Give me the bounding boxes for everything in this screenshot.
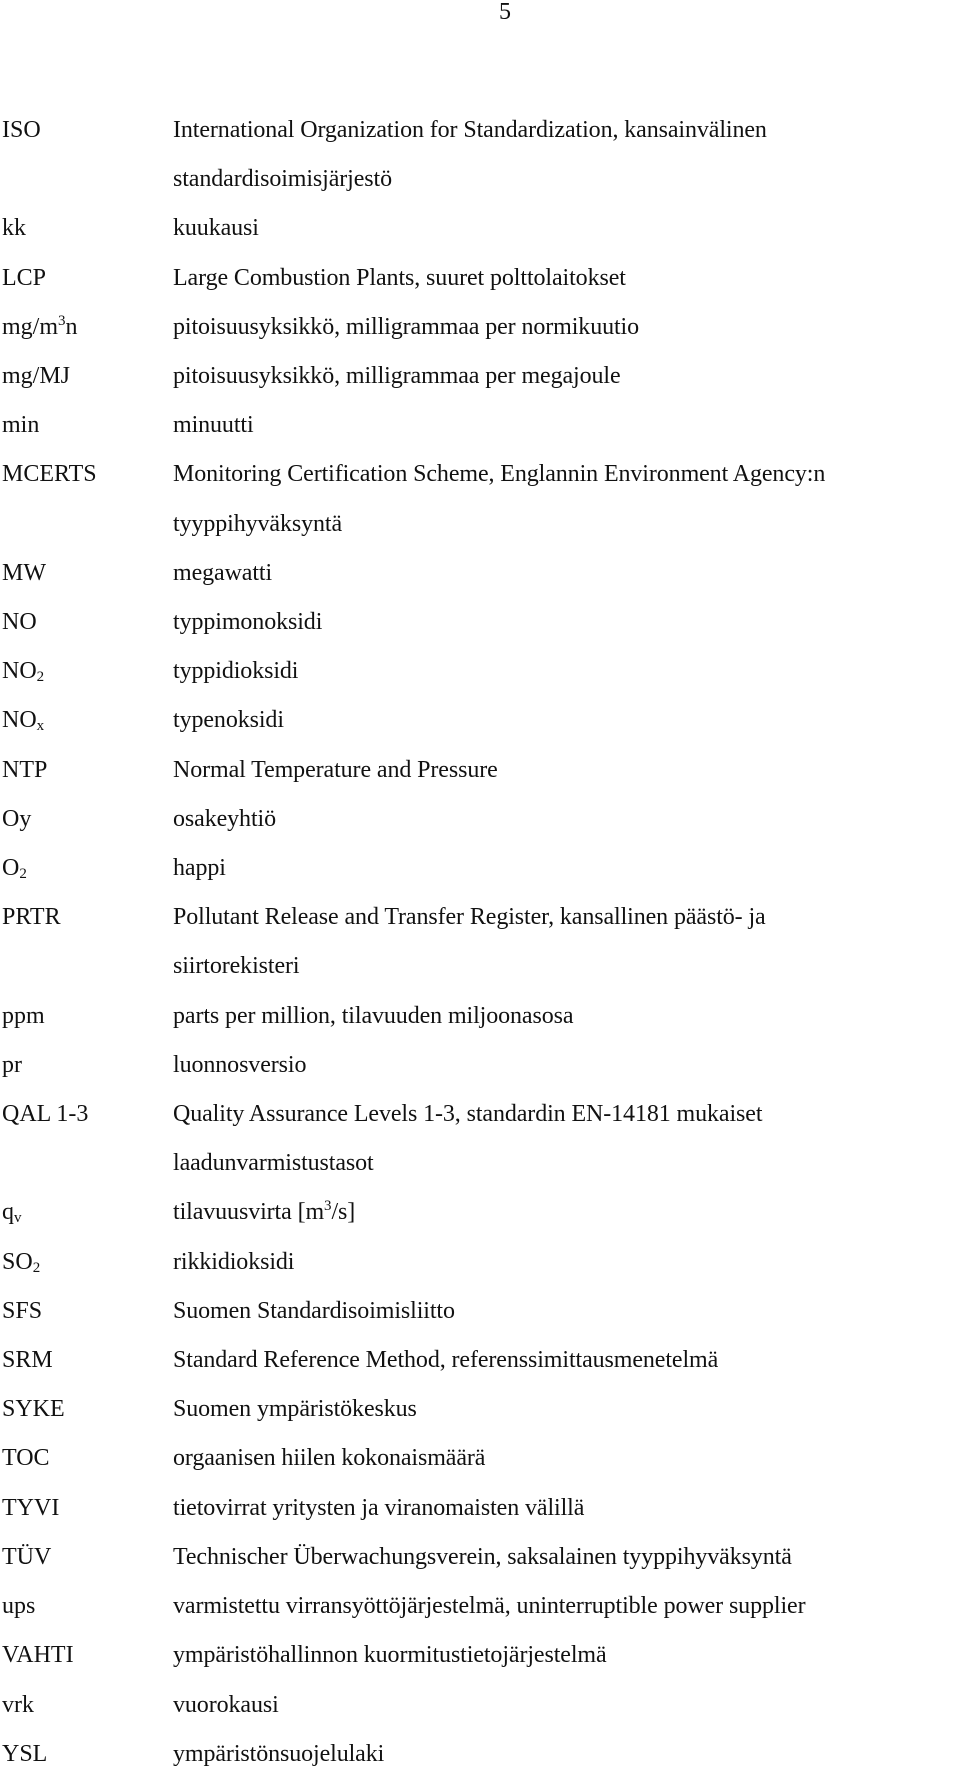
definition-line: megawatti (173, 559, 273, 586)
abbreviation-definition (173, 893, 960, 991)
definition-line: siirtorekisteri (173, 953, 300, 980)
abbreviation-row (0, 598, 960, 647)
abbreviation-term: pr (2, 1051, 22, 1078)
definition-line: tyyppihyväksyntä (173, 510, 343, 537)
definition-line: parts per million, tilavuuden miljoonasosa (173, 1002, 574, 1029)
abbreviation-definition (173, 1188, 960, 1237)
abbreviation-row (0, 893, 960, 991)
abbreviation-definition (173, 1631, 960, 1680)
abbreviation-term: $NO_x$ (2, 707, 45, 735)
abbreviation-term: $NO_2$ (2, 658, 45, 686)
abbreviation-term: PRTR (2, 904, 61, 931)
abbreviation-definition (173, 1336, 960, 1385)
definition-line: luonnosversio (173, 1051, 307, 1078)
abbreviation-row (0, 844, 960, 893)
abbreviation-row (0, 549, 960, 598)
definition-line: orgaanisen hiilen kokonaismäärä (173, 1445, 486, 1472)
definition-line: ympäristöhallinnon kuormitustietojärjestelmä (173, 1642, 607, 1669)
abbreviation-term: ppm (2, 1002, 45, 1029)
definition-line: typpidioksidi (173, 658, 299, 685)
definition-line: typenoksidi (173, 707, 284, 734)
abbreviation-row (0, 204, 960, 253)
abbreviation-row (0, 401, 960, 450)
definition-line: pitoisuusyksikkö, milligrammaa per megajoule (173, 363, 621, 390)
definition-line: standardisoimisjärjestö (173, 166, 392, 193)
definition-line: rikkidioksidi (173, 1248, 295, 1275)
abbreviation-definition (173, 696, 960, 745)
abbreviation-term: $mg/m^3n$ (2, 312, 78, 340)
abbreviation-definition (173, 1434, 960, 1483)
abbreviation-row (0, 106, 960, 204)
abbreviation-row (0, 1041, 960, 1090)
abbreviation-definition (173, 401, 960, 450)
abbreviation-row (0, 1631, 960, 1680)
abbreviation-definition (173, 549, 960, 598)
abbreviation-row (0, 1533, 960, 1582)
definition-line: vuorokausi (173, 1691, 279, 1718)
abbreviation-term: ISO (2, 117, 41, 143)
abbreviation-term: LCP (2, 264, 47, 291)
abbreviation-row (0, 254, 960, 303)
abbreviation-term: $O_2$ (2, 855, 27, 883)
definition-line: kuukausi (173, 215, 259, 242)
abbreviation-definition (173, 1090, 960, 1188)
definition-line: Standard Reference Method, referenssimittausmenetelmä (173, 1347, 719, 1374)
abbreviation-definition (173, 1582, 960, 1631)
definition-line: varmistettu virransyöttöjärjestelmä, uninterruptible power supplier (173, 1593, 806, 1620)
abbreviation-term: TOC (2, 1445, 50, 1472)
abbreviation-term: NO (2, 609, 37, 636)
definition-line: Normal Temperature and Pressure (173, 756, 498, 783)
abbreviation-definition (173, 106, 960, 204)
abbreviation-row (0, 696, 960, 745)
abbreviation-row (0, 1238, 960, 1287)
definition-line: happi (173, 855, 226, 882)
abbreviation-definition (173, 647, 960, 696)
abbreviation-definition (173, 1730, 960, 1779)
abbreviation-definition (173, 746, 960, 795)
abbreviation-row (0, 450, 960, 548)
abbreviation-row (0, 1730, 960, 1779)
definition-line: Large Combustion Plants, suuret polttolaitokset (173, 264, 626, 291)
abbreviation-row (0, 992, 960, 1041)
abbreviation-term: SFS (2, 1297, 43, 1324)
definition-line: typpimonoksidi (173, 609, 323, 636)
abbreviation-term: NTP (2, 756, 48, 783)
abbreviation-row (0, 352, 960, 401)
abbreviation-definition (173, 1041, 960, 1090)
abbreviation-term: SRM (2, 1347, 53, 1374)
abbreviation-definition (173, 844, 960, 893)
definition-line: Technischer Überwachungsverein, saksalainen tyyppihyväksyntä (173, 1543, 792, 1570)
definition-line: tilavuusvirta $[m^3/s]$ (173, 1198, 356, 1226)
definition-line: Suomen ympäristökeskus (173, 1396, 417, 1423)
abbreviation-term: vrk (2, 1691, 34, 1718)
definition-line: laadunvarmistustasot (173, 1150, 374, 1177)
abbreviation-definition (173, 1681, 960, 1730)
abbreviation-definition (173, 598, 960, 647)
abbreviation-definition (173, 795, 960, 844)
definition-line: osakeyhtiö (173, 805, 276, 832)
definition-line: Quality Assurance Levels 1-3, standardin EN-14181 mukaiset (173, 1101, 763, 1128)
definition-line: ympäristönsuojelulaki (173, 1740, 385, 1767)
abbreviation-definition (173, 450, 960, 548)
abbreviation-list (0, 106, 960, 1779)
abbreviation-term: SYKE (2, 1396, 65, 1423)
abbreviation-term: $SO_2$ (2, 1248, 41, 1276)
definition-line: minuutti (173, 412, 254, 439)
abbreviation-row (0, 1484, 960, 1533)
abbreviation-definition (173, 303, 960, 352)
abbreviation-definition (173, 1385, 960, 1434)
definition-line: International Organization for Standardization, kansainvälinen (173, 117, 767, 143)
definition-line: Pollutant Release and Transfer Register, kansallinen päästö- ja (173, 904, 766, 931)
abbreviation-row (0, 1336, 960, 1385)
abbreviation-term: MCERTS (2, 461, 97, 488)
abbreviation-term: mg/MJ (2, 363, 71, 390)
abbreviation-definition (173, 1287, 960, 1336)
abbreviation-term: TYVI (2, 1494, 60, 1521)
abbreviation-definition (173, 352, 960, 401)
abbreviation-row (0, 1434, 960, 1483)
abbreviation-row (0, 303, 960, 352)
abbreviation-term: MW (2, 559, 46, 586)
abbreviation-definition (173, 1533, 960, 1582)
page-number: 5 (499, 0, 511, 25)
abbreviation-row (0, 1582, 960, 1631)
abbreviation-row (0, 1188, 960, 1237)
abbreviation-term: ups (2, 1593, 36, 1620)
abbreviation-definition (173, 992, 960, 1041)
abbreviation-term: QAL 1-3 (2, 1101, 89, 1128)
definition-line: tietovirrat yritysten ja viranomaisten välillä (173, 1494, 585, 1521)
abbreviation-row (0, 1090, 960, 1188)
abbreviation-definition (173, 1484, 960, 1533)
abbreviation-definition (173, 254, 960, 303)
abbreviation-term: min (2, 412, 40, 439)
abbreviation-term: VAHTI (2, 1642, 74, 1669)
abbreviation-row (0, 1287, 960, 1336)
definition-line: Suomen Standardisoimisliitto (173, 1297, 455, 1324)
abbreviation-term: YSL (2, 1740, 48, 1767)
abbreviation-term: Oy (2, 805, 32, 832)
abbreviation-term: $q_v$ (2, 1199, 22, 1227)
abbreviation-row (0, 1385, 960, 1434)
abbreviation-term: TÜV (2, 1543, 52, 1570)
definition-line: Monitoring Certification Scheme, Englannin Environment Agency:n (173, 461, 826, 488)
abbreviation-row (0, 1681, 960, 1730)
abbreviation-definition (173, 1238, 960, 1287)
abbreviation-row (0, 746, 960, 795)
abbreviation-definition (173, 204, 960, 253)
abbreviation-term: kk (2, 215, 26, 242)
abbreviation-row (0, 795, 960, 844)
abbreviation-row (0, 647, 960, 696)
definition-line: pitoisuusyksikkö, milligrammaa per normikuutio (173, 313, 640, 340)
